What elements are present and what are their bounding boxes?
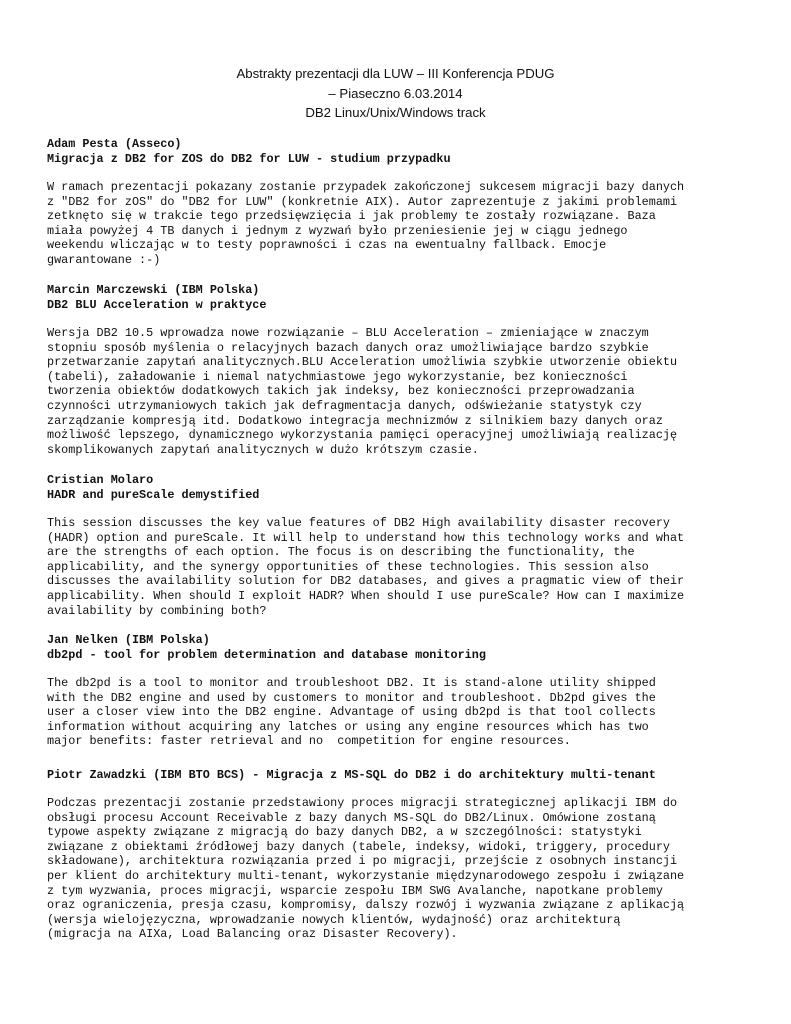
abstract-author: Jan Nelken (IBM Polska) — [47, 633, 210, 647]
abstract-section — [47, 473, 767, 618]
abstract-title: Migracja z DB2 for ZOS do DB2 for LUW - studium przypadku — [47, 152, 451, 166]
abstract-author: Cristian Molaro — [47, 473, 154, 487]
abstract-body: Wersja DB2 10.5 wprowadza nowe rozwiązanie – BLU Acceleration – zmieniające w znaczym stopniu sposób myślenia o relacyjnych bazach danych oraz umożliwiające bardzo szybkie przetwarzanie zapytań analitycznych.BLU Acceleration umożliwia szybkie utworzenie obiektu (tabeli), załadowanie i niemal natychmiastowe jego wykorzystanie, bez konieczności tworzenia obiektów dodatkowych takich jak indeksy, bez konieczności przeprowadzania czynności utrzymaniowych takich jak defragmentacja danych, odświeżanie statystyk czy zarządzanie kompresją itd. Dodatkowo integracja mechnizmów z silnikiem bazy danych oraz możliwość lepszego, dynamicznego wykorzystania pamięci operacyjnej umożliwiają realizację skomplikowanych zapytań analitycznych w dużo krótszym czasie. — [47, 326, 678, 457]
abstract-title: db2pd - tool for problem determination and database monitoring — [47, 648, 486, 662]
abstract-author-title: Piotr Zawadzki (IBM BTO BCS) - Migracja z MS-SQL do DB2 i do architektury multi-tenant — [47, 768, 656, 782]
abstract-section — [47, 633, 767, 749]
abstract-title: DB2 BLU Acceleration w praktyce — [47, 298, 267, 312]
abstract-author: Marcin Marczewski (IBM Polska) — [47, 283, 260, 297]
abstract-section — [47, 283, 767, 457]
abstract-body: W ramach prezentacji pokazany zostanie przypadek zakończonej sukcesem migracji bazy danych z "DB2 for zOS" do "DB2 for LUW" (konkretnie AIX). Autor zaprezentuje z jakimi problemami zetknęto się w trakcie tego przedsięwzięcia i jak problemy te zostały rozwiązane. Baza miała powyżej 4 TB danych i jednym z wyzwań było przeniesienie jej w ciągu jednego weekendu wliczając w to testy poprawności i czas na ewentualny fallback. Emocje gwarantowane :-) — [47, 180, 685, 267]
document-header — [0, 64, 791, 123]
abstract-body: Podczas prezentacji zostanie przedstawiony proces migracji strategicznej aplikacji IBM do obsługi procesu Account Receivable z bazy danych MS-SQL do DB2/Linux. Omówione zostaną typowe aspekty związane z migracją do bazy danych DB2, a w szczególności: statystyki związane z obiektami źródłowej bazy danych (tabele, indeksy, widoki, triggery, procedury składowane), architektura rozwiązania przed i po migracji, przejście z osobnych instancji per klient do architektury multi-tenant, wykorzystanie międzynarodowego zespołu i związane z tym wyzwania, proces migracji, wsparcie zespołu IBM SWG Avalanche, napotkane problemy oraz ograniczenia, presja czasu, kompromisy, dalszy rozwój i wyzwania związane z aplikacją (wersja wielojęzyczna, wprowadzanie nowych klientów, wydajność) oraz architekturą (migracja na AIXa, Load Balancing oraz Disaster Recovery). — [47, 796, 685, 942]
abstract-section — [47, 137, 767, 268]
header-track: DB2 Linux/Unix/Windows track — [305, 105, 486, 120]
abstract-title: HADR and pureScale demystified — [47, 488, 260, 502]
abstract-body: The db2pd is a tool to monitor and troubleshoot DB2. It is stand-alone utility shipped with the DB2 engine and used by customers to monitor and troubleshoot. Db2pd gives the user a closer view into the DB2 engine. Advantage of using db2pd is that tool collects information without acquiring any latches or using any engine resources which has two major benefits: faster retrieval and no competition for engine resources. — [47, 676, 656, 749]
abstract-section — [47, 768, 767, 942]
header-venue-date: – Piaseczno 6.03.2014 — [328, 85, 463, 101]
abstract-author: Adam Pesta (Asseco) — [47, 137, 182, 151]
header-title: Abstrakty prezentacji dla LUW – III Konferencja PDUG — [236, 66, 555, 81]
abstract-body: This session discusses the key value features of DB2 High availability disaster recovery (HADR) option and pureScale. It will help to understand how this technology works and what are the strengths of each option. The focus is on describing the functionality, the applicability, and the synergy opportunities of these technologies. This session also discusses the availability solution for DB2 databases, and gives a pragmatic view of their applicability. When should I exploit HADR? When should I use pureScale? How can I maximize availability by combining both? — [47, 516, 685, 618]
